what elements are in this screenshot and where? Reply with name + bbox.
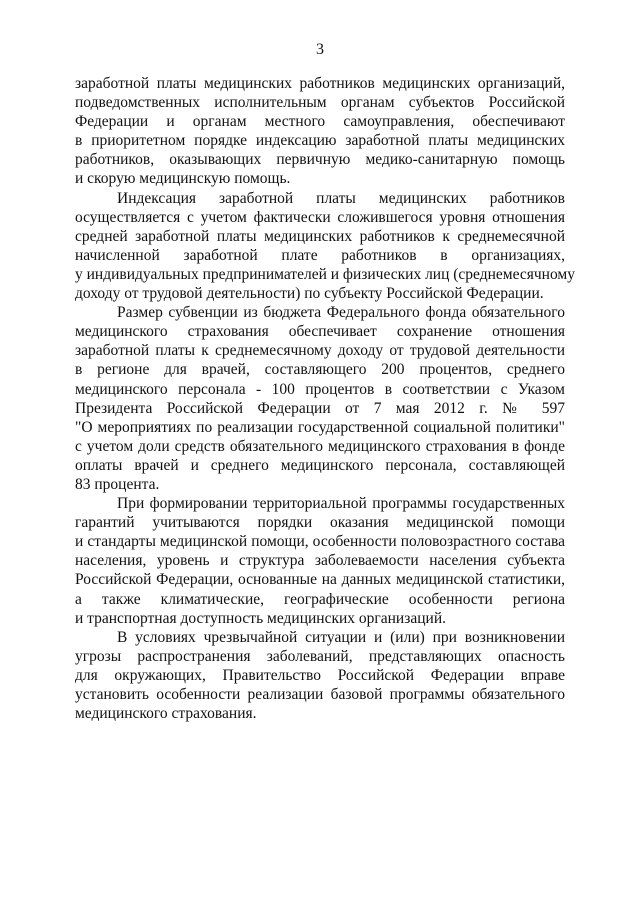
text-line: заработной платы медицинских работников медицинских организаций, (75, 75, 565, 92)
paragraph (75, 74, 565, 189)
text-line: населения, уровень и структура заболеваемости населения субъекта (75, 552, 565, 570)
text-line: начисленной заработной плате работников в организациях, (75, 246, 565, 264)
text-line: у индивидуальных предпринимателей и физических лиц (среднемесячному (75, 265, 575, 283)
text-line: и транспортная доступность медицинских организаций. (75, 609, 446, 627)
text-line: Размер субвенции из бюджета Федерального фонда обязательного (117, 304, 565, 322)
text-line: и скорую медицинскую помощь. (75, 170, 291, 188)
text-line: с учетом доли средств обязательного медицинского страхования в фонде (75, 437, 565, 455)
text-line: в регионе для врачей, составляющего 200 процентов, среднего (75, 361, 565, 379)
text-line: в приоритетном порядке индексацию заработной платы медицинских (75, 132, 565, 150)
text-line: и стандарты медицинской помощи, особенности половозрастного состава (75, 533, 565, 551)
text-line: угрозы распространения заболеваний, представляющих опасность (75, 647, 565, 665)
text-line: Российской Федерации, основанные на данных медицинской статистики, (75, 571, 565, 589)
text-line: При формировании территориальной программы государственных (117, 495, 565, 513)
paragraph (75, 494, 565, 628)
text-line: оплаты врачей и среднего медицинского персонала, составляющей (75, 456, 565, 474)
text-line: работников, оказывающих первичную медико-санитарную помощь (75, 151, 565, 169)
text-line: В условиях чрезвычайной ситуации и (или) при возникновении (117, 628, 565, 646)
text-line: заработной платы к среднемесячному доходу от трудовой деятельности (75, 342, 565, 360)
text-line: медицинского страхования. (75, 705, 257, 723)
text-line: гарантий учитываются порядки оказания медицинской помощи (75, 514, 565, 532)
text-line: медицинского страхования обеспечивает сохранение отношения (75, 323, 565, 341)
text-line: средней заработной платы медицинских работников к среднемесячной (75, 227, 565, 245)
text-line: осуществляется с учетом фактически сложившегося уровня отношения (75, 208, 565, 226)
paragraph (75, 189, 575, 304)
text-line: для окружающих, Правительство Российской Федерации вправе (75, 666, 565, 684)
text-line: медицинского персонала - 100 процентов в соответствии с Указом (75, 380, 565, 398)
text-line: Президента Российской Федерации от 7 мая 2012 г. № 597 (75, 399, 565, 417)
text-line: Индексация заработной платы медицинских работников (117, 189, 565, 207)
page-number: 3 (316, 41, 324, 58)
paragraph (75, 628, 565, 723)
text-line: установить особенности реализации базовой программы обязательного (75, 686, 565, 703)
text-line: а также климатические, географические особенности региона (75, 590, 565, 608)
paragraph (75, 303, 565, 494)
text-line: подведомственных исполнительным органам субъектов Российской (75, 94, 565, 112)
text-line: 83 процента. (75, 475, 160, 493)
body-text (75, 74, 575, 723)
text-line: Федерации и органам местного самоуправления, обеспечивают (75, 113, 565, 131)
text-line: доходу от трудовой деятельности) по субъекту Российской Федерации. (75, 285, 544, 303)
text-line: "О мероприятиях по реализации государственной социальной политики" (75, 418, 565, 436)
